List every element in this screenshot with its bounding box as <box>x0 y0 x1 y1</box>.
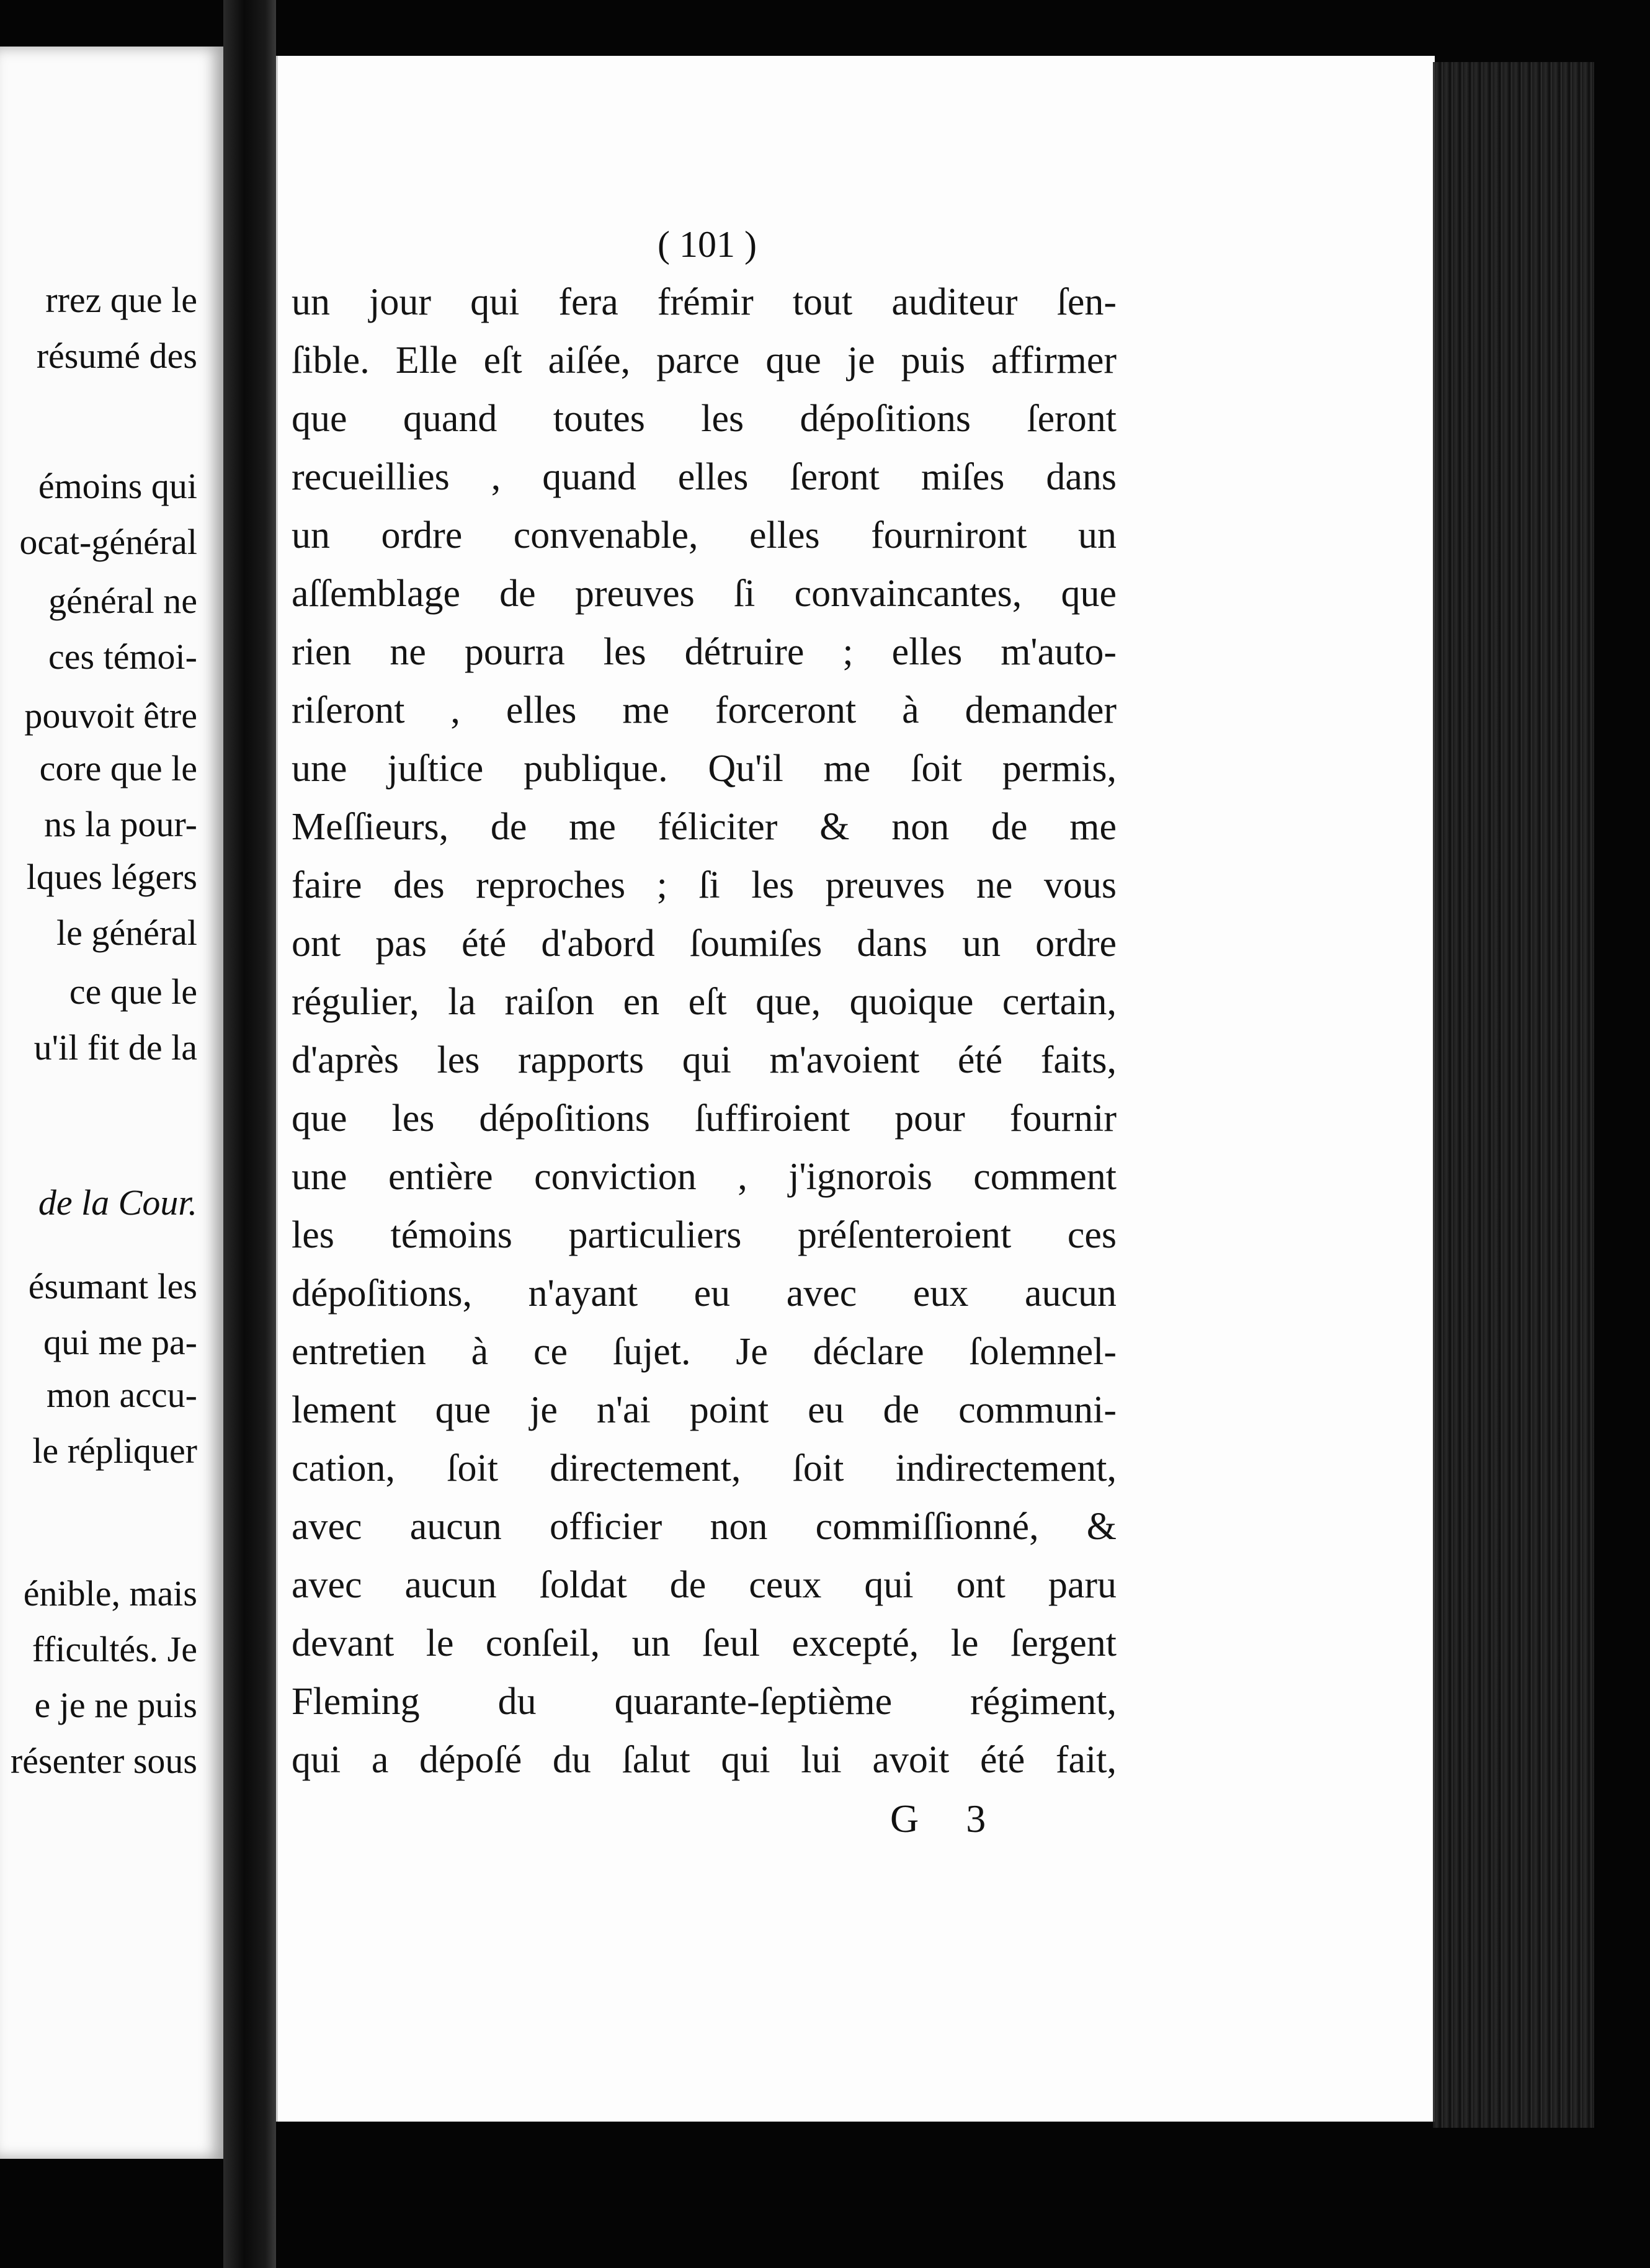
left-page-line: ocat-général <box>19 522 197 562</box>
text-line: faire des reproches ; ſi les preuves ne vous <box>292 864 1117 906</box>
text-line: d'après les rapports qui m'avoient été faits, <box>292 1039 1117 1081</box>
text-line: les témoins particuliers préſenteroient ces <box>292 1214 1117 1256</box>
left-page-line: ésumant les <box>28 1266 197 1306</box>
text-line: entretien à ce ſujet. Je déclare ſolemnel- <box>292 1331 1117 1373</box>
text-line: ſible. Elle eſt aiſée, parce que je puis affirmer <box>292 339 1117 382</box>
text-line: un jour qui fera frémir tout auditeur ſen- <box>292 281 1117 323</box>
page-number: ( 101 ) <box>658 224 757 265</box>
signature-mark: G 3 <box>890 1797 1005 1841</box>
left-page-line: résumé des <box>36 336 197 376</box>
text-line: aſſemblage de preuves ſi convaincantes, que <box>292 573 1117 615</box>
left-page-line: le répliquer <box>32 1431 197 1471</box>
body-text <box>292 273 1117 1789</box>
text-line: une entière conviction , j'ignorois comment <box>292 1156 1117 1198</box>
left-page <box>0 47 223 2159</box>
text-line: que les dépoſitions ſuffiroient pour fournir <box>292 1097 1117 1140</box>
left-page-line: e je ne puis <box>34 1685 197 1725</box>
text-line: ont pas été d'abord ſoumiſes dans un ordre <box>292 922 1117 965</box>
left-page-line: ns la pour- <box>44 804 197 844</box>
text-line: cation, ſoit directement, ſoit indirectement, <box>292 1447 1117 1489</box>
text-line: Meſſieurs, de me féliciter & non de me <box>292 806 1117 848</box>
text-line: avec aucun officier non commiſſionné, & <box>292 1506 1117 1548</box>
left-page-line: pouvoit être <box>24 695 197 736</box>
left-page-line: ces témoi- <box>48 636 197 677</box>
left-page-line: qui me pa- <box>43 1322 197 1362</box>
text-line: Fleming du quarante-ſeptième régiment, <box>292 1681 1117 1723</box>
text-line: recueillies , quand elles ſeront miſes dans <box>292 456 1117 498</box>
left-page-line: général ne <box>48 581 197 621</box>
page-edges <box>1433 62 1594 2128</box>
text-line: qui a dépoſé du ſalut qui lui avoit été fait, <box>292 1739 1117 1781</box>
text-line: rien ne pourra les détruire ; elles m'auto- <box>292 631 1117 673</box>
left-page-line: le général <box>56 913 197 953</box>
text-line: devant le conſeil, un ſeul excepté, le ſergent <box>292 1622 1117 1664</box>
left-page-line: énible, mais <box>23 1573 197 1614</box>
left-page-line: u'il fit de la <box>33 1027 197 1068</box>
text-line: régulier, la raiſon en eſt que, quoique certain, <box>292 981 1117 1023</box>
text-line: une juſtice publique. Qu'il me ſoit permis, <box>292 748 1117 790</box>
book-gutter <box>223 0 276 2268</box>
text-line: dépoſitions, n'ayant eu avec eux aucun <box>292 1272 1117 1315</box>
left-page-line: ce que le <box>69 971 197 1012</box>
text-line: avec aucun ſoldat de ceux qui ont paru <box>292 1564 1117 1606</box>
left-page-line: émoins qui <box>38 466 197 506</box>
text-line: que quand toutes les dépoſitions ſeront <box>292 398 1117 440</box>
left-page-line: résenter sous <box>10 1741 197 1781</box>
left-page-line: rrez que le <box>45 280 197 320</box>
left-page-line: core que le <box>39 748 197 788</box>
left-page-line: de la Cour. <box>38 1182 197 1223</box>
left-page-line: lques légers <box>26 857 197 897</box>
text-line: un ordre convenable, elles fourniront un <box>292 514 1117 556</box>
left-page-line: fficultés. Je <box>32 1629 197 1669</box>
text-line: lement que je n'ai point eu de communi- <box>292 1389 1117 1431</box>
text-line: riſeront , elles me forceront à demander <box>292 689 1117 731</box>
left-page-line: mon accu- <box>46 1375 197 1415</box>
